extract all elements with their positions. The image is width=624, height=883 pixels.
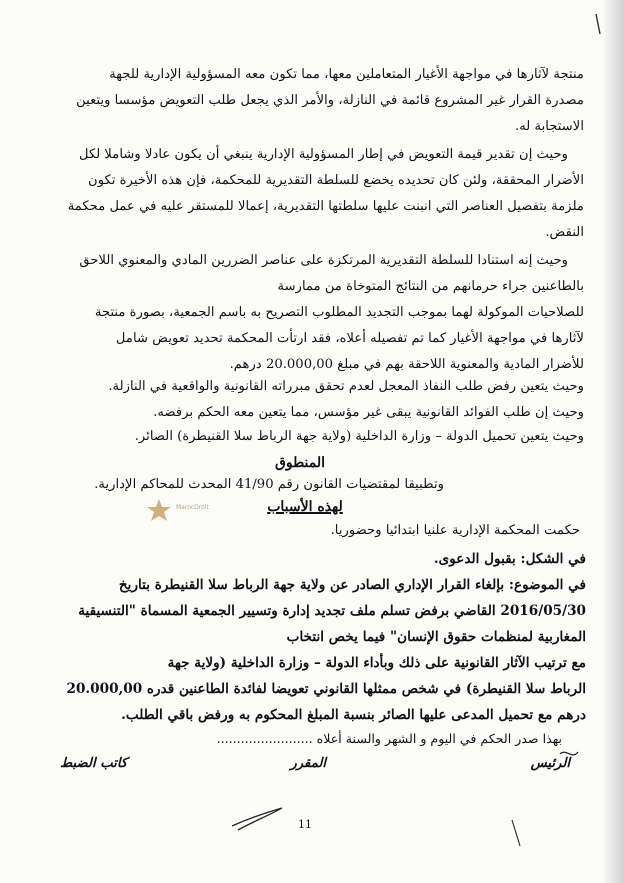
text-line: بالطاعنين جراء حرمانهم من النتائج المتوخاة من ممارسة <box>277 279 584 294</box>
text-line: مع ترتيب الآثار القانونية على ذلك وبأداء الدولة – وزارة الداخلية (ولاية جهة <box>167 655 586 671</box>
form-ruling <box>34 546 586 572</box>
text-line: وحيث إنه استنادا للسلطة التقديرية المرتكزة على عناصر الضررين المادي والمعنوي اللاحق <box>79 253 568 268</box>
text-line: الرباط سلا القنيطرة) في شخص ممثلها القانوني تعويضا لفائدة الطاعنين قدره 20.000,00 <box>66 681 586 697</box>
text-line: ملزمة بتفصيل العناصر التي انبنت عليها سلطتها التقديرية، إعمالا للمستقر عليه في عمل محكمة <box>67 199 584 214</box>
text-line: 2016/05/30 القاضي برفض تسلم ملف تجديد إدارة وتسيير الجمعية المسماة "التنسيقية <box>78 603 586 619</box>
paragraph-liability <box>34 62 584 140</box>
text-line: وحيث إن تقدير قيمة التعويض في إطار المسؤولية الإدارية ينبغي أن يكون عادلا وشاملا لكل <box>78 147 568 162</box>
issued-line: بهذا صدر الحكم في اليوم و الشهر والسنة أعلاه ........................ <box>216 731 562 746</box>
page-number: 11 <box>298 818 312 831</box>
operative-heading: المنطوق <box>274 455 326 471</box>
text-line: الأضرار المحققة، ولئن كان تحديده يخضع للسلطة التقديرية للمحكمة، فإن هذه الأخيرة تكون <box>88 173 584 188</box>
text-line: الاستجابة له. <box>515 119 584 134</box>
reasons-heading: لهذه الأسباب <box>267 499 343 515</box>
text-line: منتجة لآثارها في مواجهة الأغيار المتعاملين معها، مما تكون معه المسؤولية الإدارية للجهة <box>109 67 584 82</box>
text-line: للأضرار المادية والمعنوية اللاحقة بهم في مبلغ 20.000,00 درهم. <box>229 357 584 372</box>
signature-president: الرئيس <box>530 756 570 771</box>
text-line: في الموضوع: بإلغاء القرار الإداري الصادر عن ولاية جهة الرباط سلا القنيطرة بتاريخ <box>118 577 586 593</box>
stamp-text: MarocDroit <box>176 504 209 511</box>
interest-line: وحيث إن طلب الفوائد القانونية يبقى غير مؤسس، مما يتعين معه الحكم برفضه. <box>153 405 584 420</box>
law-line: وتطبيقا لمقتضيات القانون رقم 41/90 المحدث للمحاكم الإدارية. <box>94 477 444 492</box>
signature-rapporteur: المقرر <box>290 756 326 771</box>
signature-clerk: كاتب الضبط <box>60 756 128 771</box>
text-line: في الشكل: بقبول الدعوى. <box>433 551 586 567</box>
ruling-line: حكمت المحكمة الإدارية علنيا ابتدائيا وحضوريا. <box>330 523 580 538</box>
costs-line: وحيث يتعين تحميل الدولة – وزارة الداخلية (ولاية جهة الرباط سلا القنيطرة) الصائر. <box>134 429 584 444</box>
page-edge-shadow <box>602 0 624 883</box>
text-line: النقض. <box>545 225 584 240</box>
order-ruling <box>34 650 586 728</box>
paragraph-compensation-assessment <box>34 142 584 246</box>
refusal-line: وحيث يتعين رفض طلب النفاذ المعجل لعدم تحقق مبرراته القانونية والواقعية في النازلة. <box>108 379 584 394</box>
text-line: للصلاحيات الموكولة لهما بموجب التجديد المطلوب التصريح به باسم الجمعية، بصورة منتجة <box>94 305 584 320</box>
subject-ruling <box>34 572 586 650</box>
text-line: مصدرة القرار غير المشروع قائمة في النازلة، والأمر الذي يجعل طلب التعويض مؤسسا ويتعين <box>76 93 584 108</box>
text-line: المغاربية لمنظمات حقوق الإنسان" فيما يخص انتخاب <box>286 629 586 645</box>
paragraph-compensation-amount <box>34 248 584 378</box>
text-line: لآثارها في مواجهة الأغيار كما تم تفصيله أعلاه، فقد ارتأت المحكمة تحديد تعويض شامل <box>115 331 584 346</box>
signature-row <box>0 754 624 784</box>
text-line: درهم مع تحميل المدعى عليها الصائر بنسبة المبلغ المحكوم به ورفض باقي الطلب. <box>121 707 586 723</box>
